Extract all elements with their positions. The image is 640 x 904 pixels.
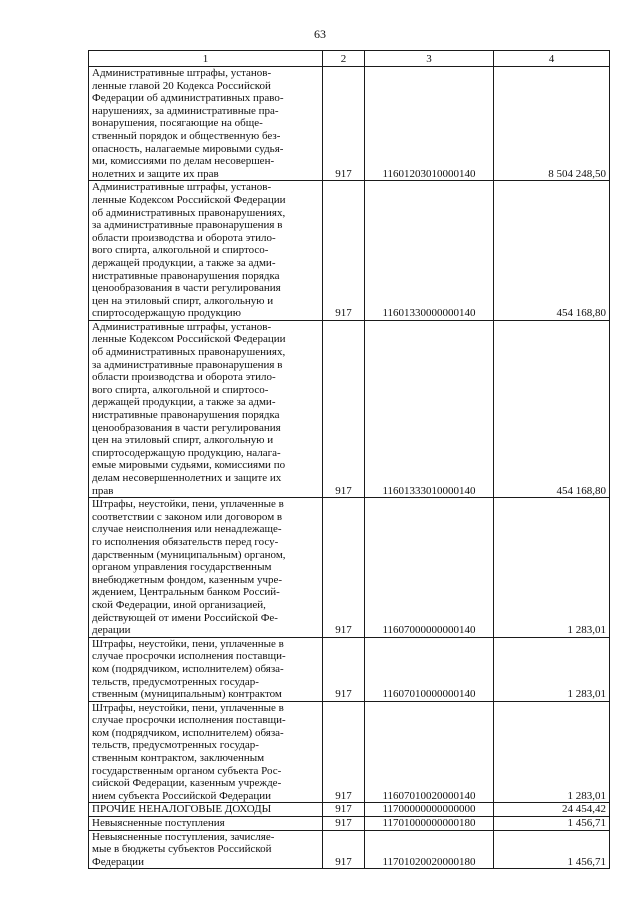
revenue-name-line: тельств, предусмотренных государ- (92, 739, 259, 752)
revenue-name-line: ми, комиссиями по делам несовершен- (92, 155, 275, 168)
budget-code-cell: 11701000000000180 (365, 817, 494, 831)
revenue-name-line: Штрафы, неустойки, пени, уплаченные в (92, 637, 284, 650)
administrator-code-cell: 917 (323, 498, 365, 638)
revenue-name-line: Федерации (92, 855, 144, 868)
revenue-name-line: сийской Федерации, казенным учрежде- (92, 777, 282, 790)
administrator-code-cell: 917 (323, 817, 365, 831)
revenue-table (88, 50, 610, 869)
revenue-name-line: вого спирта, алкогольной и спиртосо- (92, 244, 269, 257)
revenue-name-line: нолетних и защите их прав (92, 167, 219, 180)
revenue-name-line: нием субъекта Российской Федерации (92, 789, 272, 802)
administrator-code-cell: 917 (323, 67, 365, 181)
revenue-name-line: ской Федерации, иной организацией, (92, 598, 266, 611)
table-row (89, 320, 610, 497)
budget-code-cell: 11700000000000000 (365, 803, 494, 817)
revenue-name-line: цен на этиловый спирт, алкогольную и (92, 294, 274, 307)
revenue-name-cell (89, 817, 323, 831)
revenue-name-line: нарушениях, за административные пра- (92, 104, 279, 117)
amount-cell: 1 456,71 (494, 817, 610, 831)
revenue-name-line: Штрафы, неустойки, пени, уплаченные в (92, 498, 284, 511)
revenue-name-line: ценообразования в части регулирования (92, 282, 281, 295)
revenue-name-line: дерации (92, 624, 131, 637)
table-row (89, 637, 610, 701)
revenue-name-cell (89, 320, 323, 497)
table-row (89, 701, 610, 803)
revenue-name-line: ПРОЧИЕ НЕНАЛОГОВЫЕ ДОХОДЫ (92, 803, 272, 816)
revenue-name-line: дарственным (муниципальным) органом, (92, 548, 286, 561)
administrator-code-cell: 917 (323, 637, 365, 701)
budget-code-cell: 11701020020000180 (365, 830, 494, 869)
administrator-code-cell: 917 (323, 181, 365, 321)
table-row (89, 181, 610, 321)
revenue-name-line: ленные главой 20 Кодекса Российской (92, 79, 271, 92)
column-header-name: 1 (89, 51, 323, 67)
revenue-name-line: спиртосодержащую продукцию (92, 307, 241, 320)
amount-cell: 1 456,71 (494, 830, 610, 869)
revenue-name-line: за административные правонарушения в (92, 219, 283, 232)
revenue-name-line: ственным контрактом, заключенным (92, 752, 265, 765)
revenue-name-line: держащей продукции, а также за адми- (92, 396, 276, 409)
revenue-name-line: ждением, Центральным банком Россий- (92, 586, 280, 599)
revenue-name-line: Административные штрафы, установ- (92, 181, 272, 194)
table-row (89, 830, 610, 869)
table-row (89, 817, 610, 831)
table-body (89, 67, 610, 869)
revenue-name-line: ственный порядок и общественную без- (92, 129, 281, 142)
revenue-name-line: внебюджетным фондом, казенным учре- (92, 573, 283, 586)
revenue-name-cell (89, 830, 323, 869)
administrator-code-cell: 917 (323, 701, 365, 803)
revenue-name-cell (89, 803, 323, 817)
revenue-name-line: соответствии с законом или договором в (92, 510, 283, 523)
administrator-code-cell: 917 (323, 320, 365, 497)
revenue-name-line: действующей от имени Российской Фе- (92, 611, 278, 624)
revenue-name-line: Невыясненные поступления (92, 817, 225, 830)
revenue-name-line: ценообразования в части регулирования (92, 421, 281, 434)
revenue-name-cell (89, 637, 323, 701)
budget-code-cell: 11601203010000140 (365, 67, 494, 181)
revenue-name-line: держащей продукции, а также за адми- (92, 256, 276, 269)
revenue-name-line: случае просрочки исполнения поставщи- (92, 650, 286, 663)
revenue-name-line: Федерации об административных право- (92, 92, 284, 105)
revenue-name-line: прав (92, 484, 114, 497)
revenue-name-line: Административные штрафы, установ- (92, 320, 272, 333)
budget-code-cell: 11601333010000140 (365, 320, 494, 497)
revenue-name-line: вого спирта, алкогольной и спиртосо- (92, 383, 269, 396)
revenue-name-line: опасность, налагаемые мировыми судья- (92, 142, 284, 155)
revenue-name-line: государственным органом субъекта Рос- (92, 764, 282, 777)
table-row (89, 803, 610, 817)
amount-cell: 1 283,01 (494, 637, 610, 701)
revenue-name-line: об административных правонарушениях, (92, 206, 286, 219)
budget-code-cell: 11607010000000140 (365, 637, 494, 701)
amount-cell: 454 168,80 (494, 320, 610, 497)
amount-cell: 24 454,42 (494, 803, 610, 817)
amount-cell: 454 168,80 (494, 181, 610, 321)
revenue-name-cell (89, 701, 323, 803)
revenue-name-line: за административные правонарушения в (92, 358, 283, 371)
revenue-name-line: об административных правонарушениях, (92, 346, 286, 359)
revenue-name-line: спиртосодержащую продукцию, налага- (92, 446, 281, 459)
revenue-name-line: случае неисполнения или ненадлежаще- (92, 523, 282, 536)
amount-cell: 8 504 248,50 (494, 67, 610, 181)
revenue-name-line: цен на этиловый спирт, алкогольную и (92, 434, 274, 447)
column-header-admin: 2 (323, 51, 365, 67)
revenue-name-line: Административные штрафы, установ- (92, 67, 272, 79)
budget-code-cell: 11601330000000140 (365, 181, 494, 321)
revenue-name-line: емые мировыми судьями, комиссиями по (92, 459, 286, 472)
revenue-name-line: тельств, предусмотренных государ- (92, 675, 259, 688)
amount-cell: 1 283,01 (494, 498, 610, 638)
revenue-name-line: ком (подрядчиком, исполнителем) обяза- (92, 662, 284, 675)
header-row (89, 51, 610, 67)
revenue-name-line: области производства и оборота этило- (92, 371, 276, 384)
revenue-name-line: Штрафы, неустойки, пени, уплаченные в (92, 701, 284, 714)
revenue-name-line: Невыясненные поступления, зачисляе- (92, 830, 275, 843)
table-row (89, 67, 610, 181)
revenue-name-line: го исполнения обязательств перед госу- (92, 535, 279, 548)
revenue-name-line: случае просрочки исполнения поставщи- (92, 714, 286, 727)
revenue-name-line: ственным (муниципальным) контрактом (92, 688, 282, 701)
administrator-code-cell: 917 (323, 803, 365, 817)
page-number: 63 (314, 27, 326, 41)
revenue-name-line: органом управления государственным (92, 561, 272, 574)
revenue-name-cell (89, 181, 323, 321)
revenue-name-cell (89, 498, 323, 638)
revenue-name-line: мые в бюджеты субъектов Российской (92, 843, 272, 856)
administrator-code-cell: 917 (323, 830, 365, 869)
column-header-sum: 4 (494, 51, 610, 67)
revenue-name-line: ленные Кодексом Российской Федерации (92, 333, 286, 346)
revenue-name-line: области производства и оборота этило- (92, 231, 276, 244)
column-header-code: 3 (365, 51, 494, 67)
revenue-name-line: делам несовершеннолетних и защите их (92, 472, 282, 484)
budget-code-cell: 11607010020000140 (365, 701, 494, 803)
table-row (89, 498, 610, 638)
revenue-name-line: ком (подрядчиком, исполнителем) обяза- (92, 726, 284, 739)
amount-cell: 1 283,01 (494, 701, 610, 803)
revenue-name-line: нистративные правонарушения порядка (92, 409, 280, 422)
revenue-name-cell (89, 67, 323, 181)
revenue-name-line: нистративные правонарушения порядка (92, 269, 280, 282)
revenue-name-line: вонарушения, посягающие на обще- (92, 117, 263, 130)
budget-code-cell: 11607000000000140 (365, 498, 494, 638)
revenue-name-line: ленные Кодексом Российской Федерации (92, 193, 286, 206)
